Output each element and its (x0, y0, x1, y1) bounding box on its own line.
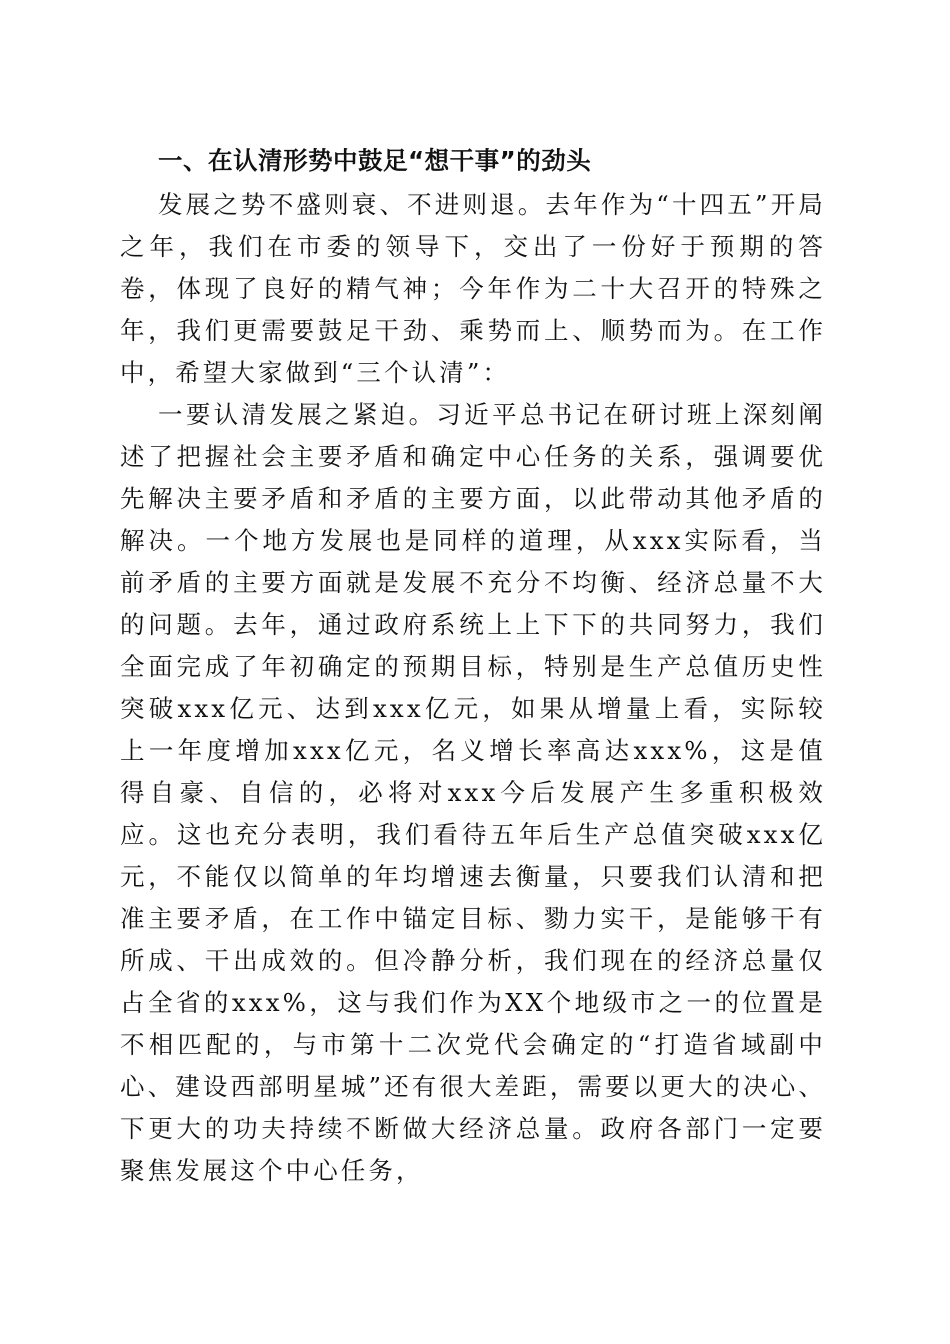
document-body (120, 138, 826, 1192)
paragraph-intro: 发展之势不盛则衰、不进则退。去年作为“十四五”开局之年，我们在市委的领导下，交出了一份好于预期的答卷，体现了良好的精气神；今年作为二十大召开的特殊之年，我们更需要鼓足干劲、乘势而上、顺势而为。在工作中，希望大家做到“三个认清”： (120, 190, 826, 387)
section-heading: 一、在认清形势中鼓足“想干事”的劲头 (158, 146, 592, 175)
paragraph-urgency: 一要认清发展之紧迫。习近平总书记在研讨班上深刻阐述了把握社会主要矛盾和确定中心任务的关系，强调要优先解决主要矛盾和矛盾的主要方面，以此带动其他矛盾的解决。一个地方发展也是同样的道理，从xxx实际看，当前矛盾的主要方面就是发展不充分不均衡、经济总量不大的问题。去年，通过政府系统上上下下的共同努力，我们全面完成了年初确定的预期目标，特别是生产总值历史性突破xxx亿元、达到xxx亿元，如果从增量上看，实际较上一年度增加xxx亿元，名义增长率高达xxx%，这是值得自豪、自信的，必将对xxx今后发展产生多重积极效应。这也充分表明，我们看待五年后生产总值突破xxx亿元，不能仅以简单的年均增速去衡量，只要我们认清和把准主要矛盾，在工作中锚定目标、勠力实干，是能够干有所成、干出成效的。但冷静分析，我们现在的经济总量仅占全省的xxx%，这与我们作为XX个地级市之一的位置是不相匹配的，与市第十二次党代会确定的“打造省域副中心、建设西部明星城”还有很大差距，需要以更大的决心、下更大的功夫持续不断做大经济总量。政府各部门一定要聚焦发展这个中心任务， (120, 400, 826, 1185)
